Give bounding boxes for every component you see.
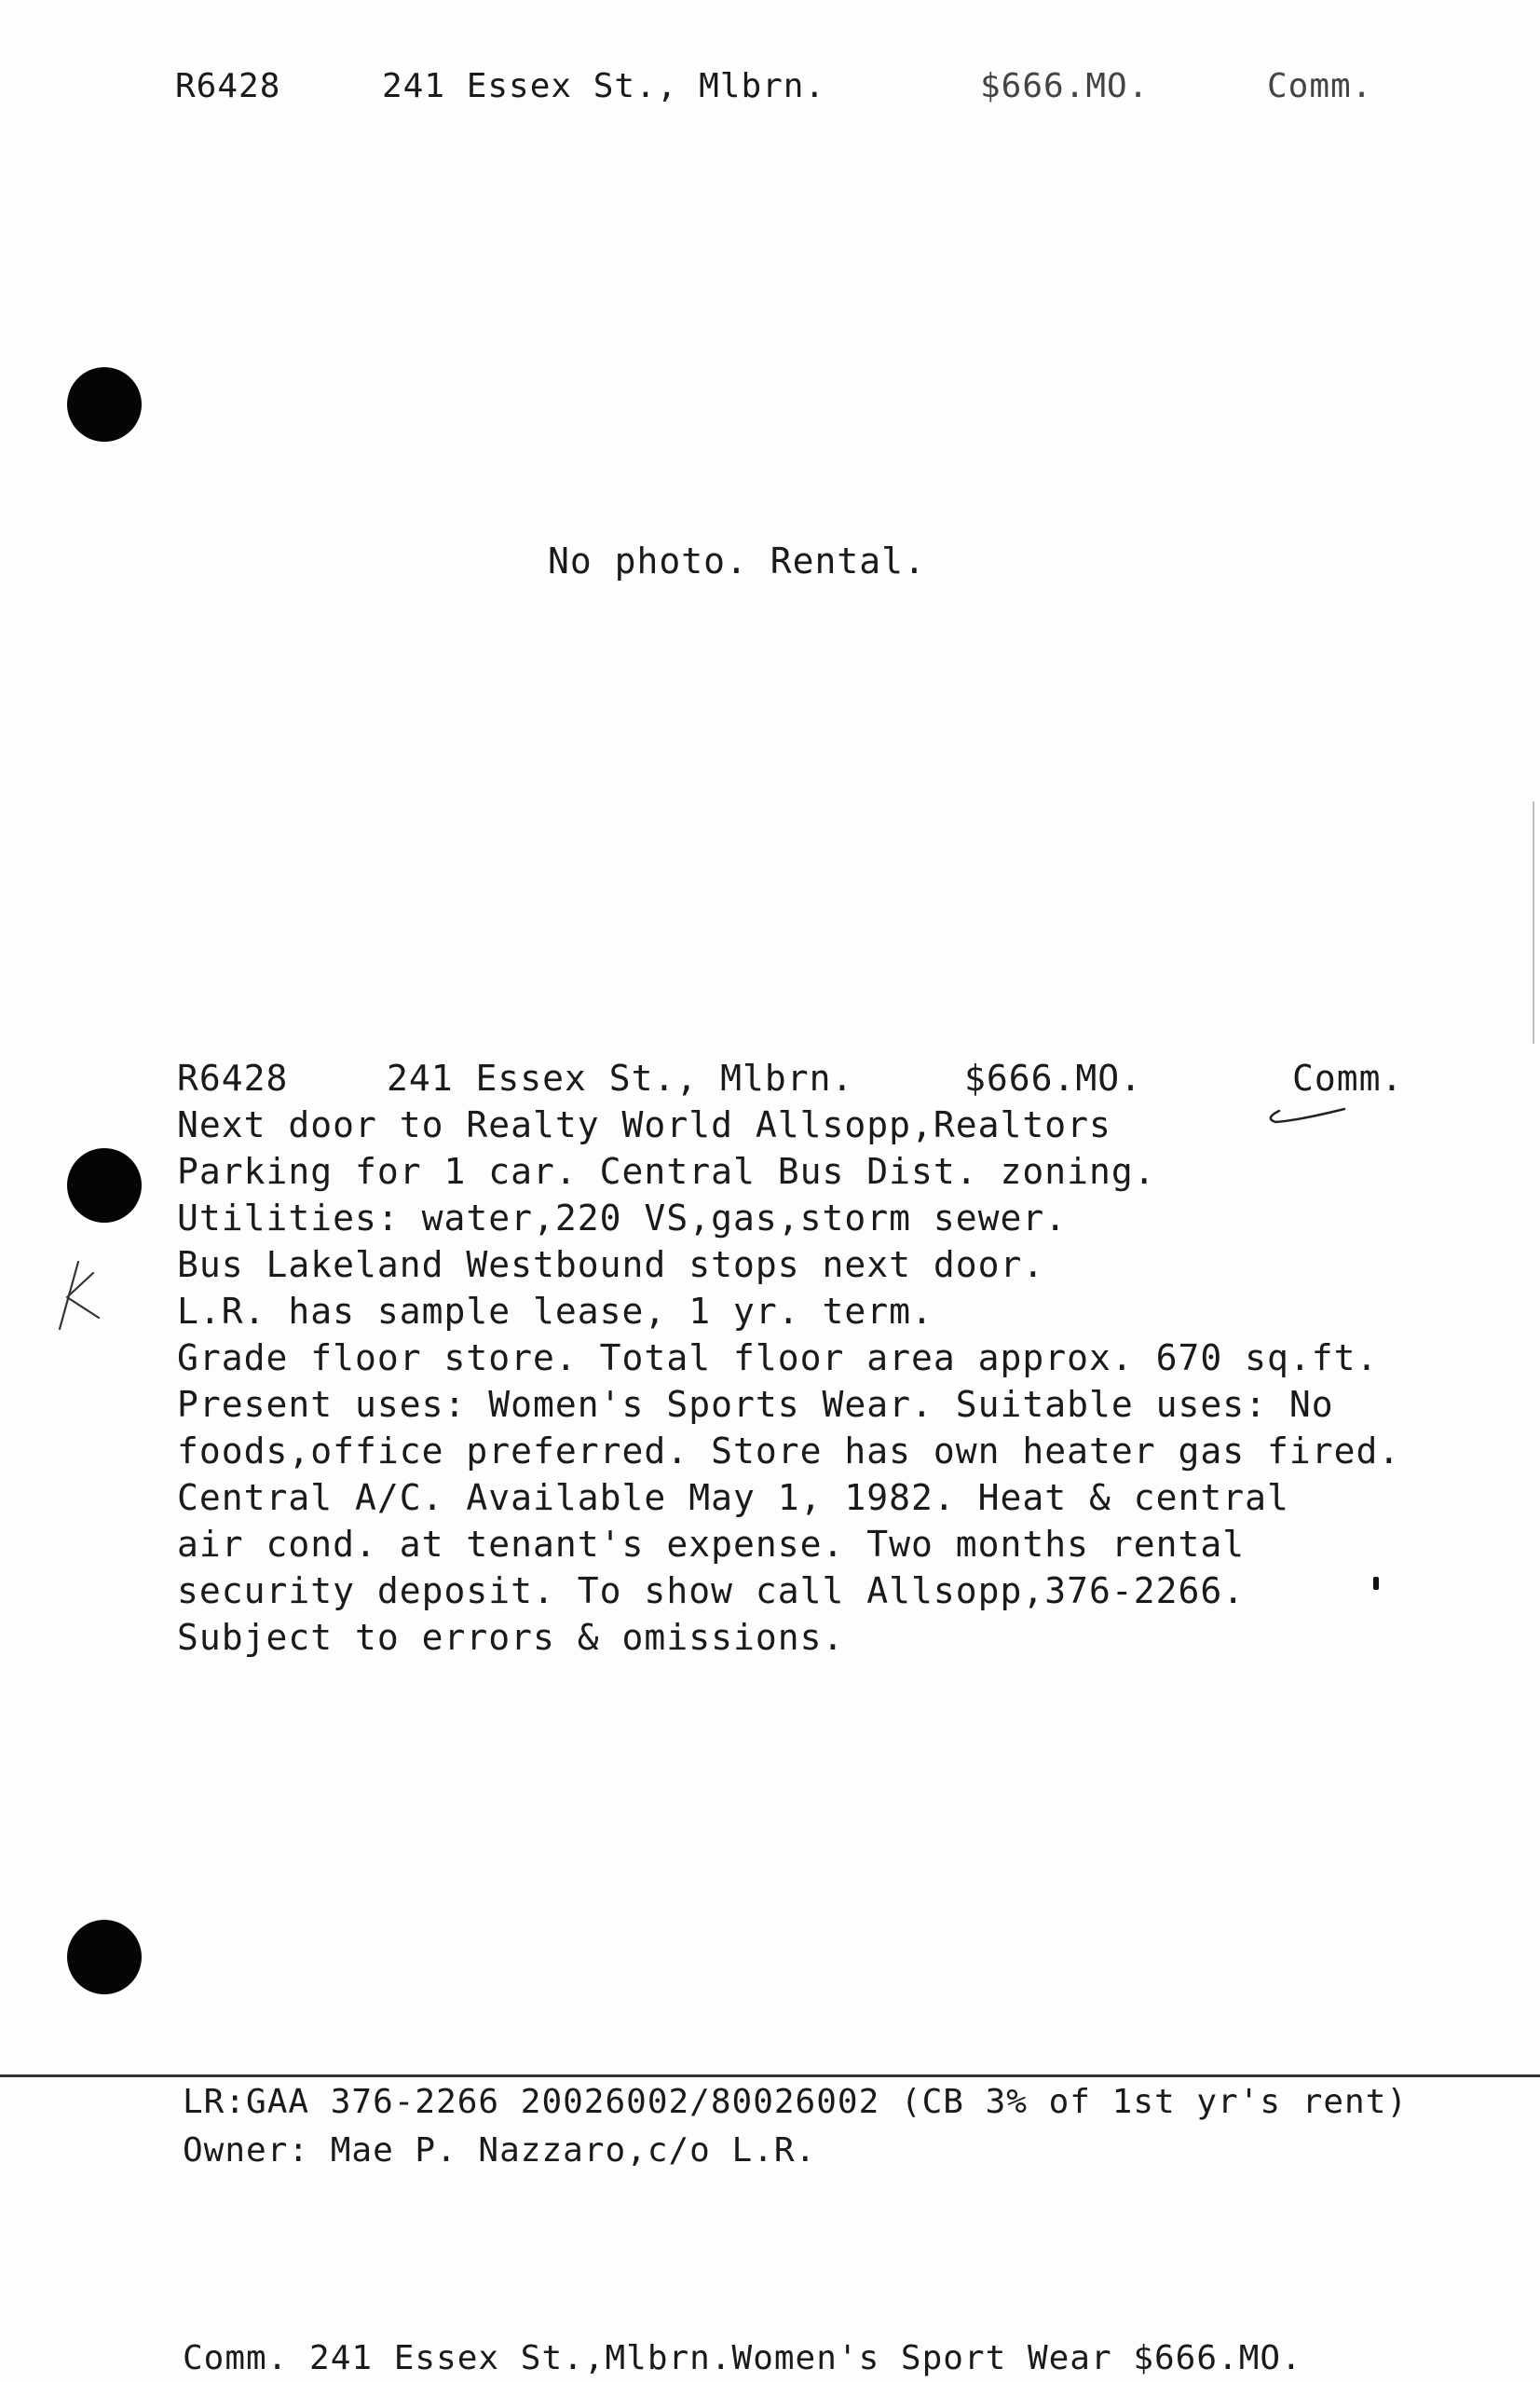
listing-line: Subject to errors & omissions. bbox=[177, 1617, 845, 1658]
listing-line: security deposit. To show call Allsopp,376-2266. bbox=[177, 1570, 1246, 1611]
listing-line: foods,office preferred. Store has own heater gas fired. bbox=[177, 1431, 1401, 1472]
listing-id: R6428 bbox=[177, 1058, 289, 1099]
footer-line-owner: Owner: Mae P. Nazzaro,c/o L.R. bbox=[183, 2131, 817, 2170]
listing-address: 241 Essex St., Mlbrn. bbox=[387, 1058, 854, 1099]
footer-divider bbox=[0, 2074, 1540, 2077]
listing-line: Present uses: Women's Sports Wear. Suitable uses: No bbox=[177, 1384, 1334, 1425]
footer-line-agent: LR:GAA 376-2266 20026002/80026002 (CB 3% of 1st yr's rent) bbox=[183, 2083, 1409, 2121]
listing-header bbox=[177, 1055, 1463, 1102]
listing-line: Utilities: water,220 VS,gas,storm sewer. bbox=[177, 1198, 1068, 1239]
listing-line: Next door to Realty World Allsopp,Realtors bbox=[177, 1104, 1111, 1145]
handwritten-k-mark bbox=[52, 1258, 108, 1333]
punch-hole-top bbox=[67, 367, 142, 442]
pencil-tick bbox=[1373, 1577, 1379, 1590]
photo-note: No photo. Rental. bbox=[548, 541, 926, 582]
listing-line: L.R. has sample lease, 1 yr. term. bbox=[177, 1291, 934, 1332]
index-summary-line: Comm. 241 Essex St.,Mlbrn.Women's Sport Wear $666.MO. bbox=[183, 2339, 1302, 2377]
header-type: Comm. bbox=[1267, 67, 1373, 105]
header-price: $666.MO. bbox=[980, 67, 1150, 105]
header-address: 241 Essex St., Mlbrn. bbox=[382, 67, 826, 105]
listing-line: Grade floor store. Total floor area approx. 670 sq.ft. bbox=[177, 1337, 1379, 1378]
header-listing-id: R6428 bbox=[175, 67, 281, 105]
listing-footer bbox=[183, 2078, 1408, 2175]
handwritten-check-mark bbox=[1262, 1105, 1346, 1128]
card-header bbox=[0, 67, 1540, 123]
listing-line: Bus Lakeland Westbound stops next door. bbox=[177, 1244, 1045, 1285]
listing-description bbox=[177, 1055, 1463, 1661]
listing-line: air cond. at tenant's expense. Two months rental bbox=[177, 1524, 1246, 1565]
listing-line: Central A/C. Available May 1, 1982. Heat & central bbox=[177, 1477, 1289, 1518]
punch-hole-middle bbox=[67, 1148, 142, 1223]
scan-edge-line bbox=[1533, 801, 1534, 1044]
listing-type: Comm. bbox=[1292, 1058, 1404, 1099]
listing-line: Parking for 1 car. Central Bus Dist. zoning. bbox=[177, 1151, 1156, 1192]
punch-hole-bottom bbox=[67, 1920, 142, 1994]
listing-price: $666.MO. bbox=[964, 1058, 1143, 1099]
